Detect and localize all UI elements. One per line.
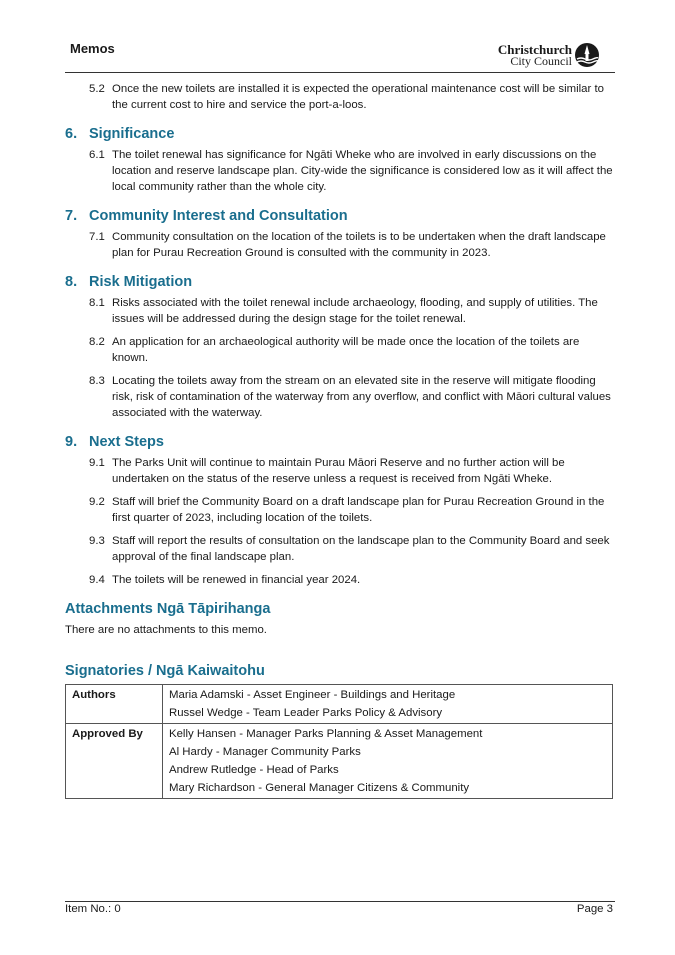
- list-item: [65, 229, 615, 261]
- list-item: [65, 295, 615, 327]
- header-title: Memos: [70, 41, 115, 56]
- signatory-name: Kelly Hansen - Manager Parks Planning & Asset Management: [169, 728, 483, 740]
- signatory-name: Maria Adamski - Asset Engineer - Buildings and Heritage: [169, 689, 456, 701]
- council-logo: [497, 42, 600, 68]
- item-number: 9.3: [89, 535, 105, 547]
- item-number: 8.2: [89, 336, 105, 348]
- memo-body: [65, 81, 615, 799]
- logo-line2: City Council: [510, 54, 572, 68]
- authors-names: [163, 685, 613, 724]
- list-item: [65, 494, 615, 526]
- item-text: The Parks Unit will continue to maintain Purau Māori Reserve and no further action will be undertaken on the status of the reserve unless a request is received from Ngāti Wheke.: [112, 457, 565, 485]
- attachments-text: There are no attachments to this memo.: [65, 624, 267, 636]
- signatory-name: Andrew Rutledge - Head of Parks: [169, 764, 339, 776]
- item-number: 8.3: [89, 375, 105, 387]
- table-row: [66, 724, 613, 799]
- item-text: An application for an archaeological authority will be made once the location of the toilets are known.: [112, 336, 580, 364]
- header-divider: [65, 72, 615, 73]
- section-heading-significance: 6. Significance: [65, 126, 175, 142]
- approved-by-label: Approved By: [66, 724, 163, 799]
- authors-label: Authors: [66, 685, 163, 724]
- section-heading-next-steps: 9. Next Steps: [65, 434, 164, 450]
- item-number: 9.4: [89, 574, 105, 586]
- item-number: 8.1: [89, 297, 105, 309]
- list-item: [65, 147, 615, 195]
- list-item: [65, 572, 615, 588]
- item-number: 9.2: [89, 496, 105, 508]
- list-item: [65, 373, 615, 421]
- signatory-name: Russel Wedge - Team Leader Parks Policy & Advisory: [169, 707, 443, 719]
- item-text: The toilets will be renewed in financial year 2024.: [112, 574, 361, 586]
- item-text: Locating the toilets away from the stream on an elevated site in the reserve will mitigate flooding risk, risk of contamination of the waterway from any overflow, and conflict with Māori cultural values associated with the waterway.: [112, 375, 611, 419]
- item-text: Risks associated with the toilet renewal include archaeology, flooding, and supply of utilities. The issues will be addressed during the design stage for the toilet renewal.: [112, 297, 598, 325]
- item-number: 7.1: [89, 231, 105, 243]
- item-text: The toilet renewal has significance for Ngāti Wheke who are involved in early discussions on the location and reserve landscape plan. City-wide the significance is considered low as it will affect the local community rather than the whole city.: [112, 149, 613, 193]
- approved-by-names: [163, 724, 613, 799]
- item-text: Staff will report the results of consultation on the landscape plan to the Community Board and seek approval of the final landscape plan.: [112, 535, 610, 563]
- item-number: 6.1: [89, 149, 105, 161]
- signatories-heading: Signatories / Ngā Kaiwaitohu: [65, 663, 265, 679]
- footer-divider: [65, 901, 615, 902]
- attachments-heading: Attachments Ngā Tāpirihanga: [65, 601, 271, 617]
- table-row: [66, 685, 613, 724]
- item-text: Once the new toilets are installed it is expected the operational maintenance cost will be similar to the current cost to hire and service the port-a-loos.: [112, 83, 604, 111]
- item-number-label: Item No.: 0: [65, 903, 121, 915]
- item-text: Staff will brief the Community Board on a draft landscape plan for Purau Recreation Ground in the first quarter of 2023, including location of the toilets.: [112, 496, 605, 524]
- item-number: 9.1: [89, 457, 105, 469]
- signatory-name: Al Hardy - Manager Community Parks: [169, 746, 361, 758]
- logo-line1: Christchurch: [497, 42, 572, 57]
- list-item: [65, 81, 615, 113]
- signatories-table: [65, 684, 613, 799]
- section-heading-risk: 8. Risk Mitigation: [65, 274, 193, 290]
- signatory-name: Mary Richardson - General Manager Citizens & Community: [169, 782, 470, 794]
- section-heading-consultation: 7. Community Interest and Consultation: [65, 208, 348, 224]
- cathedral-emblem-icon: [574, 42, 600, 68]
- list-item: [65, 455, 615, 487]
- item-number: 5.2: [89, 83, 105, 95]
- list-item: [65, 334, 615, 366]
- item-text: Community consultation on the location of the toilets is to be undertaken when the draft landscape plan for Purau Recreation Ground is consulted with the community in 2023.: [112, 231, 606, 259]
- list-item: [65, 533, 615, 565]
- page-number: Page 3: [576, 903, 613, 915]
